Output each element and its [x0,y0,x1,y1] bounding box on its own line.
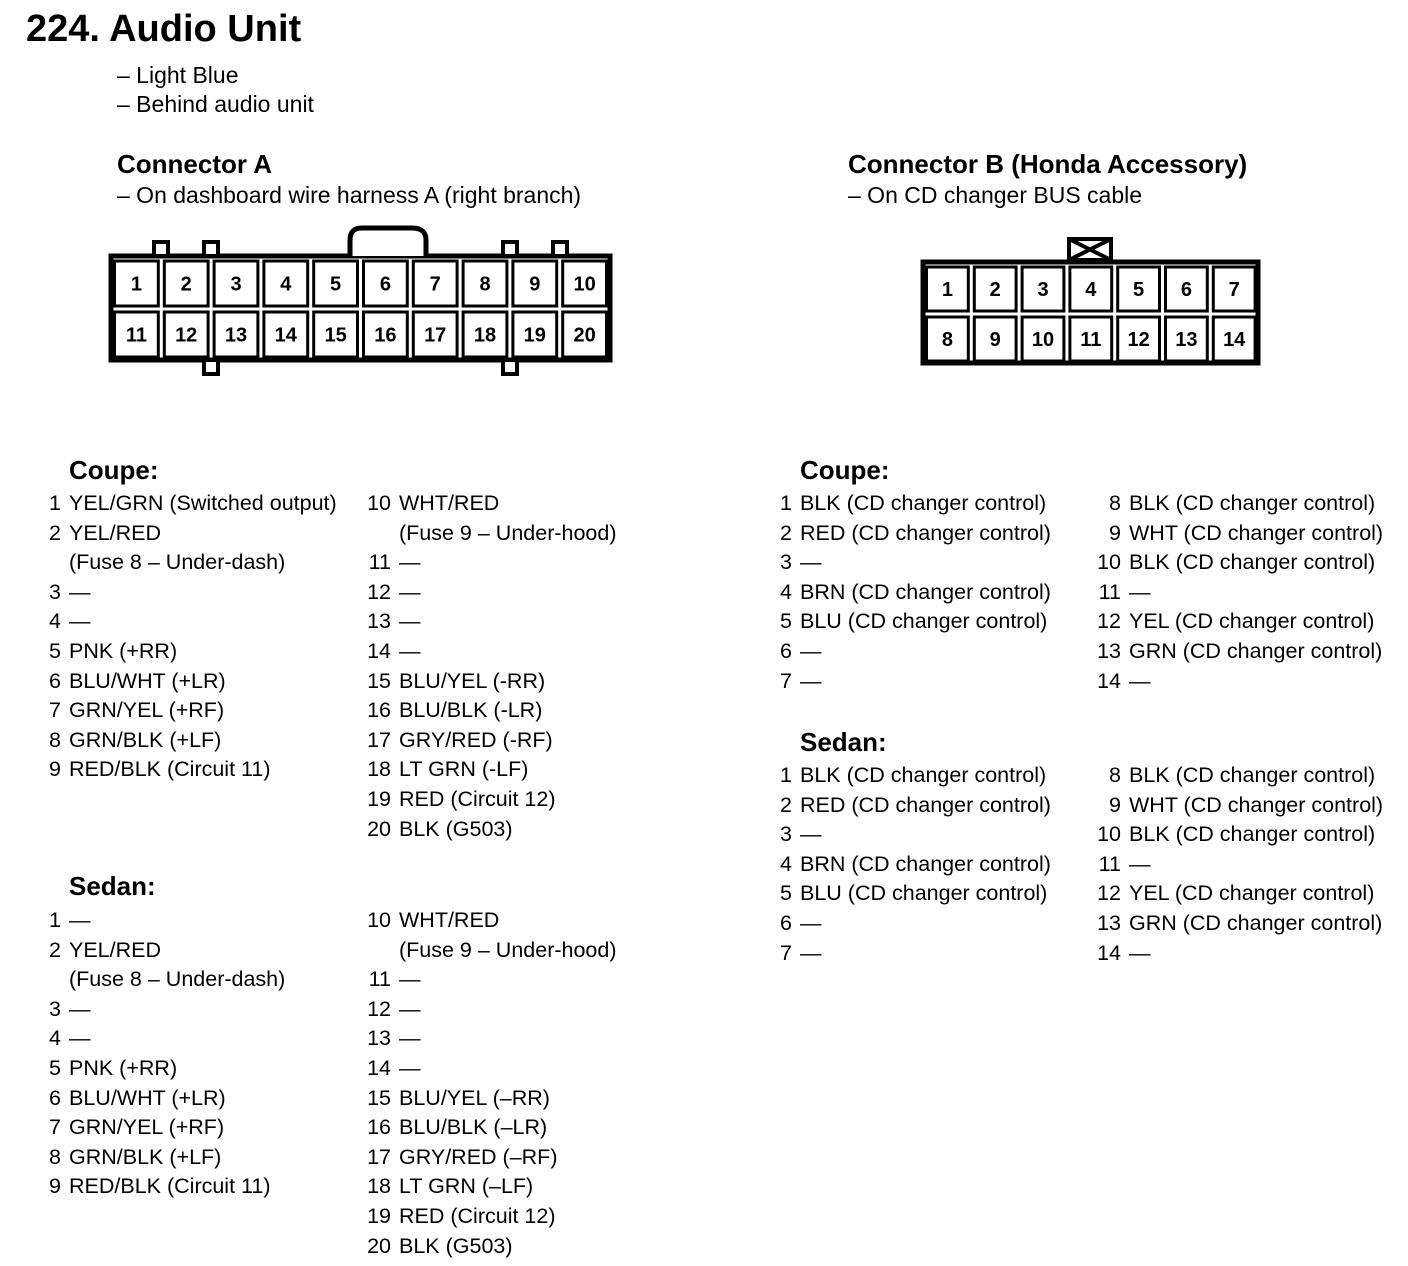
pin-number: 5 [780,881,792,906]
pin-row [780,820,1051,850]
connector-b-pin-label: 11 [1080,329,1102,351]
pin-row [1097,637,1383,667]
pin-row [367,1232,617,1262]
pin-number: 10 [367,491,391,515]
pin-description: PNK (+RR) [69,638,178,663]
pin-row [367,489,617,519]
pin-row [1109,489,1383,519]
connector-b-pin-label: 4 [1085,279,1097,301]
pin-row [780,637,1051,667]
pin-row [1098,850,1383,880]
pin-number: 8 [1109,763,1121,787]
pin-description: WHT/RED [399,491,500,515]
pin-description: BLK (CD changer control) [800,763,1047,787]
connector-b-pin-label: 8 [941,329,953,351]
pin-number: 4 [780,579,792,604]
pin-number: 10 [1097,822,1121,847]
pin-row [780,761,1051,791]
pin-description: BLU/YEL (-RR) [399,668,546,693]
connector-b-coupe-label: Coupe: [800,455,890,485]
pin-row [367,667,617,697]
pin-row [367,607,617,637]
connector-b-pin-label: 6 [1180,279,1192,301]
pin-number: 1 [780,763,792,787]
pin-description: WHT/RED [399,908,500,932]
pin-number: 10 [367,908,391,932]
pin-number: 8 [49,1144,61,1169]
connector-a-pin-label: 5 [330,273,342,296]
connector-a-sedan-label: Sedan: [69,871,156,901]
pin-description: BLK (CD changer control) [800,491,1047,515]
pin-row [49,1084,285,1114]
connector-b-coupe-right-list [1097,489,1384,696]
pin-description: LT GRN (–LF) [399,1174,534,1199]
pin-description: GRY/RED (-RF) [399,727,553,752]
pin-description: BLU/YEL (–RR) [399,1085,550,1110]
pin-number: 12 [1097,881,1121,906]
connector-a-pin-label: 16 [374,324,397,347]
pin-row [1109,519,1384,549]
pin-description: YEL/RED [69,937,162,962]
connector-b-pin-label: 2 [989,279,1001,301]
connector-a-pin-label: 9 [529,273,541,296]
pin-description: LT GRN (-LF) [399,757,529,782]
pin-number: 17 [367,727,391,752]
pin-row [49,936,285,966]
pin-row [49,995,285,1025]
pin-description: — [399,579,421,604]
pin-row [49,667,337,697]
pin-row [367,755,617,785]
pin-number: 7 [49,698,61,723]
pin-description: — [800,910,822,935]
pin-description: — [69,579,91,604]
connector-a-pin-label: 19 [523,324,546,347]
pin-row [49,637,337,667]
pin-number: 4 [49,609,61,634]
pin-number: 12 [367,996,391,1021]
pin-description: GRN/YEL (+RF) [69,698,225,723]
pin-description: RED/BLK (Circuit 11) [69,1174,271,1199]
pin-row [1109,791,1384,821]
pin-description: BLU/WHT (+LR) [69,668,226,693]
connector-b-heading: Connector B (Honda Accessory) [848,149,1248,179]
connector-b-pin-label: 7 [1228,279,1240,301]
pin-row [780,850,1051,880]
pin-description: BRN (CD changer control) [800,579,1051,604]
pin-number: 8 [1109,491,1121,515]
connector-a-coupe-left-list [49,489,337,785]
pin-row [49,1143,285,1173]
pin-description: — [1129,579,1151,604]
pin-row [367,578,617,608]
pin-description: — [399,1055,421,1080]
connector-a-pin-label: 6 [379,273,391,296]
pin-description: RED (Circuit 12) [399,1203,556,1228]
pin-description: YEL (CD changer control) [1129,881,1375,906]
connector-a-pin-label: 12 [175,324,198,347]
connector-a-sedan-left-list [49,906,286,1202]
connector-b-pin-label: 3 [1037,279,1049,301]
pin-number: 1 [49,491,61,515]
pin-description: BLK (G503) [399,816,513,841]
pin-description: GRN (CD changer control) [1129,910,1383,935]
pin-number: 18 [367,757,391,782]
pin-number: 6 [49,668,61,693]
connector-a-location: – On dashboard wire harness A (right branch) [117,182,582,208]
connector-b-pin-label: 13 [1175,329,1198,351]
pin-description: (Fuse 9 – Under-hood) [399,520,617,545]
pin-description: — [399,638,421,663]
pin-number: 9 [1109,520,1121,545]
pin-number: 13 [1097,910,1121,935]
pin-description: RED (CD changer control) [800,792,1051,817]
pin-row [367,1024,617,1054]
pin-description: (Fuse 8 – Under-dash) [69,550,286,575]
connector-b-pin-label: 12 [1127,329,1150,351]
pin-row [49,578,337,608]
pin-row [367,637,617,667]
pin-number: 6 [780,910,792,935]
pin-row [1097,667,1383,697]
pin-number: 20 [367,816,391,841]
pin-number: 3 [49,579,61,604]
pin-row [780,548,1051,578]
note-location: – Behind audio unit [117,91,314,117]
pin-number: 20 [367,1233,391,1258]
pin-row [780,909,1051,939]
pin-row [367,1143,617,1173]
pin-description: WHT (CD changer control) [1129,792,1384,817]
pin-description: BLK (G503) [399,1233,513,1258]
pin-description: WHT (CD changer control) [1129,520,1384,545]
pin-row [780,667,1051,697]
pin-row-continuation [399,519,617,549]
pin-row [49,696,337,726]
pin-row [1109,761,1383,791]
pin-number: 4 [780,851,792,876]
pin-description: YEL (CD changer control) [1129,609,1375,634]
pin-description: GRN/YEL (+RF) [69,1115,225,1140]
pin-description: BLK (CD changer control) [1129,550,1376,575]
pin-row [1098,578,1383,608]
pin-number: 11 [368,550,391,575]
connector-a-pin-label: 1 [130,273,142,296]
pin-row [1097,939,1383,969]
pin-row [1097,909,1383,939]
pin-description: YEL/GRN (Switched output) [69,491,337,515]
pin-row [367,1202,617,1232]
pin-number: 9 [49,757,61,782]
pin-number: 13 [367,609,391,634]
pin-description: BLK (CD changer control) [1129,763,1376,787]
pin-description: BLU/BLK (-LR) [399,698,543,723]
pin-description: BLU/BLK (–LR) [399,1115,548,1140]
pin-row [367,785,617,815]
pin-row [367,696,617,726]
pin-number: 1 [49,908,61,932]
pin-row [780,519,1051,549]
pin-row [367,1054,617,1084]
connector-b-pin-label: 10 [1031,329,1055,351]
pin-number: 14 [367,638,391,663]
pin-description: GRN/BLK (+LF) [69,727,222,752]
connector-a-pin-label: 15 [324,324,347,347]
pin-number: 11 [1098,851,1121,876]
connector-a-pin-label: 2 [180,273,192,296]
pin-description: GRN (CD changer control) [1129,638,1383,663]
pin-row [49,1172,285,1202]
pin-number: 2 [49,937,61,962]
pin-number: 14 [1097,940,1121,965]
pin-description: BLU (CD changer control) [800,609,1048,634]
pin-description: YEL/RED [69,520,162,545]
pin-number: 4 [49,1026,61,1051]
pin-description: (Fuse 8 – Under-dash) [69,967,286,992]
connector-a-pin-label: 3 [230,273,242,296]
pin-row [367,906,617,936]
pin-row [49,755,337,785]
connector-b-sedan-label: Sedan: [800,727,887,757]
pin-number: 9 [49,1174,61,1199]
pin-row [49,1024,285,1054]
pin-description: BLK (CD changer control) [1129,491,1376,515]
pin-row [780,939,1051,969]
connector-a-pin-label: 13 [224,324,248,347]
pin-number: 19 [367,786,391,811]
pin-number: 7 [49,1115,61,1140]
pin-number: 8 [49,727,61,752]
pin-description: — [399,996,421,1021]
pin-row [780,489,1051,519]
pin-row [49,1113,285,1143]
pin-row [49,607,337,637]
pin-description: BRN (CD changer control) [800,851,1051,876]
connector-a-pin-label: 20 [573,324,596,347]
pin-description: PNK (+RR) [69,1055,178,1080]
pin-number: 5 [49,1055,61,1080]
pin-number: 1 [780,491,792,515]
connector-a-coupe-right-list [367,489,617,844]
connector-a-pin-label: 11 [125,324,147,347]
connector-b-sedan-right-list [1097,761,1384,968]
pin-row [368,965,617,995]
pin-number: 13 [367,1026,391,1051]
pin-row [780,879,1051,909]
pin-row [780,791,1051,821]
pin-number: 16 [367,1115,391,1140]
pin-number: 5 [780,609,792,634]
connector-a-pin-label: 18 [473,324,497,347]
pin-description: — [800,822,822,847]
connector-a-sedan-right-list [367,906,617,1261]
pin-row [1097,607,1383,637]
pin-number: 7 [780,668,792,693]
connector-a-pin-label: 7 [429,273,441,296]
note-color: – Light Blue [117,62,239,88]
pin-row [367,995,617,1025]
pin-description: — [399,1026,421,1051]
pin-number: 10 [1097,550,1121,575]
pin-row [780,578,1051,608]
pin-description: — [399,550,421,575]
pin-description: — [800,550,822,575]
pin-description: — [69,609,91,634]
pin-description: RED (Circuit 12) [399,786,556,811]
connector-a-pin-label: 4 [280,273,292,296]
pin-description: RED (CD changer control) [800,520,1051,545]
pin-description: — [69,996,91,1021]
pin-number: 2 [780,520,792,545]
pin-row [367,1113,617,1143]
pin-row [49,726,337,756]
pin-number: 12 [367,579,391,604]
connector-a-pin-label: 10 [573,273,596,296]
pin-row [49,1054,285,1084]
pin-description: — [800,668,822,693]
pin-number: 3 [780,822,792,847]
pin-description: GRY/RED (–RF) [399,1144,558,1169]
pin-row [367,726,617,756]
pin-row-continuation [69,548,337,578]
pin-number: 6 [780,638,792,663]
connector-a-heading: Connector A [117,149,273,179]
page-title: 224. Audio Unit [26,8,302,50]
pin-row-continuation [399,936,617,966]
pin-description: BLU (CD changer control) [800,881,1048,906]
connector-b-pin-label: 5 [1133,279,1145,301]
pin-row [367,1172,617,1202]
pin-number: 2 [49,520,61,545]
pin-row [49,906,285,936]
pin-description: — [1129,668,1151,693]
connector-b-location: – On CD changer BUS cable [848,182,1143,208]
pin-number: 12 [1097,609,1121,634]
pin-number: 14 [1097,668,1121,693]
pin-number: 2 [780,792,792,817]
pin-description: GRN/BLK (+LF) [69,1144,222,1169]
pin-row [367,1084,617,1114]
pin-description: — [800,940,822,965]
pin-row [368,548,617,578]
pin-description: RED/BLK (Circuit 11) [69,757,271,782]
connector-a-pin-label: 17 [424,324,447,347]
pin-row [367,815,617,845]
pin-description: — [399,967,421,992]
connector-b-diagram [0,0,1408,420]
pin-description: (Fuse 9 – Under-hood) [399,937,617,962]
pin-description: — [69,1026,91,1051]
pin-number: 9 [1109,792,1121,817]
pin-description: — [399,609,421,634]
pin-description: — [1129,940,1151,965]
connector-b-pin-label: 14 [1223,329,1246,351]
pin-row [49,519,337,549]
pin-number: 18 [367,1174,391,1199]
pin-description: BLU/WHT (+LR) [69,1085,226,1110]
connector-b-sedan-left-list [780,761,1051,968]
pin-description: — [69,908,91,932]
pin-row [1097,879,1383,909]
pin-row [49,489,337,519]
pin-row [1097,820,1383,850]
pin-number: 16 [367,698,391,723]
pin-number: 11 [368,967,391,992]
pin-number: 15 [367,668,391,693]
pin-number: 13 [1097,638,1121,663]
connector-b-pin-label: 9 [989,329,1001,351]
pin-number: 7 [780,940,792,965]
pin-row [1097,548,1383,578]
connector-a-pin-label: 14 [274,324,297,347]
pin-number: 15 [367,1085,391,1110]
pin-number: 14 [367,1055,391,1080]
pin-description: — [1129,851,1151,876]
pin-number: 17 [367,1144,391,1169]
pin-description: — [800,638,822,663]
pin-description: BLK (CD changer control) [1129,822,1376,847]
pin-number: 19 [367,1203,391,1228]
connector-b-key [1069,239,1111,260]
connector-a-coupe-label: Coupe: [69,455,159,485]
connector-b-coupe-left-list [780,489,1051,696]
pin-row [780,607,1051,637]
pin-number: 5 [49,638,61,663]
connector-b-pin-label: 1 [941,279,953,301]
pin-row-continuation [69,965,285,995]
pin-number: 3 [49,996,61,1021]
pin-number: 6 [49,1085,61,1110]
pin-number: 3 [780,550,792,575]
connector-a-pin-label: 8 [479,273,491,296]
pin-number: 11 [1098,579,1121,604]
